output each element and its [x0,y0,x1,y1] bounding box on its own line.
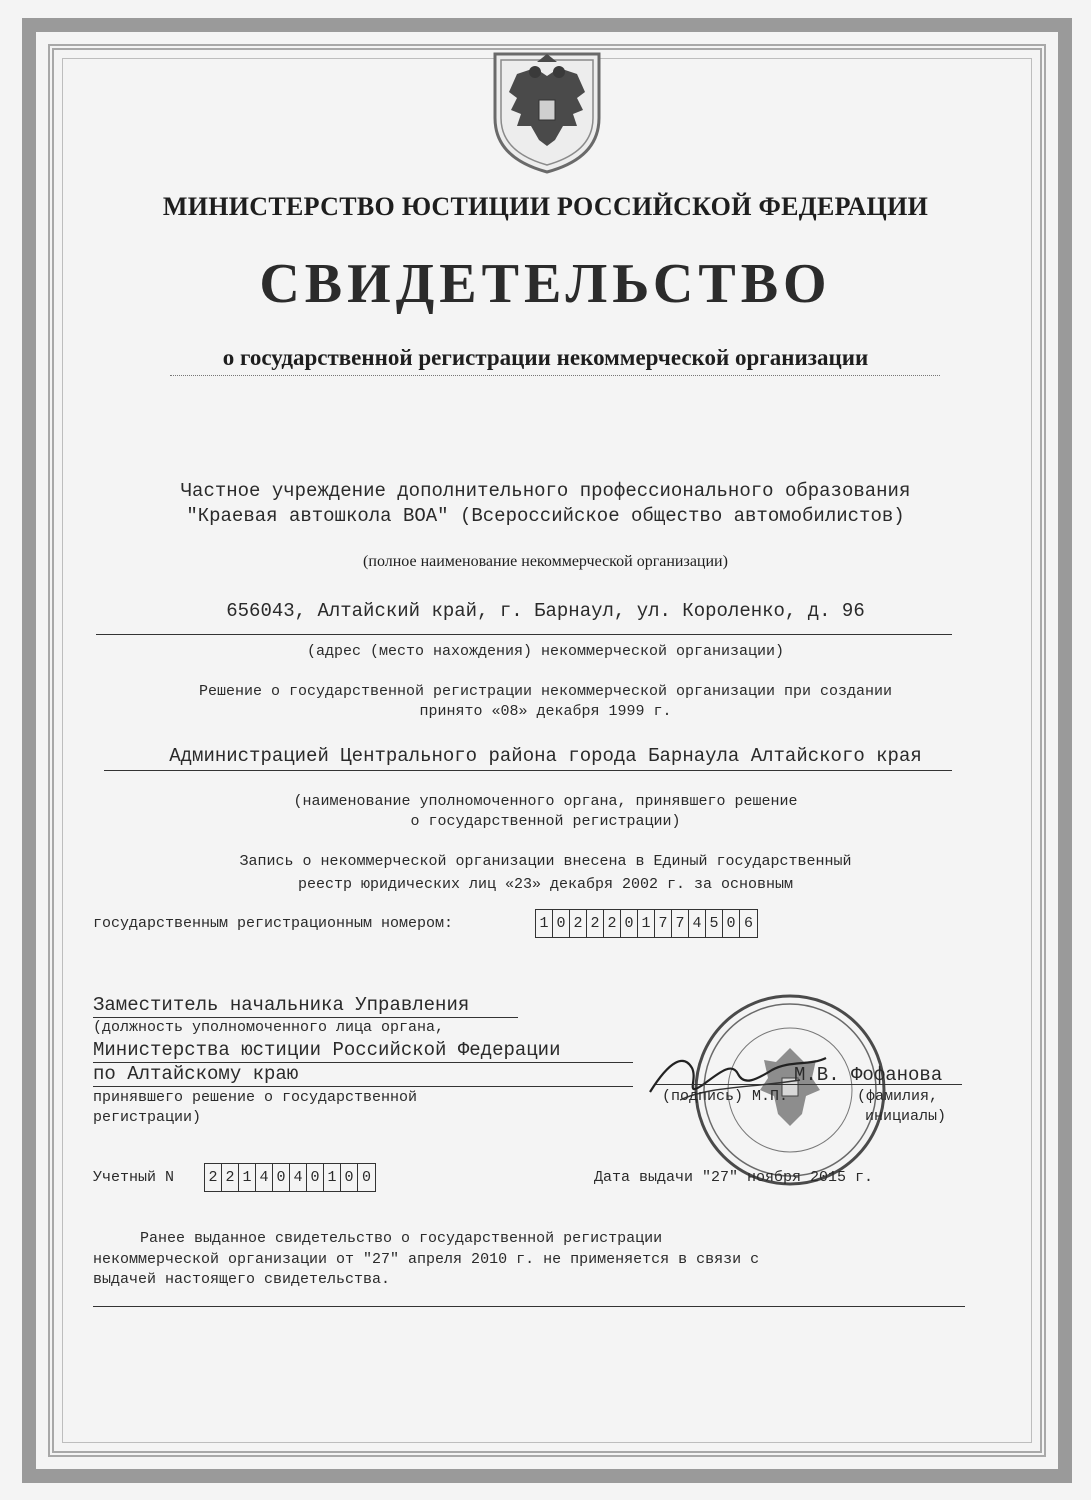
registry-line1: Запись о некоммерческой организации внесена в Единый государственный [239,853,852,870]
ogrn-digit: 1 [536,910,553,937]
position-underline-1 [93,1017,518,1018]
name-caption2: инициалы) [865,1108,947,1125]
ogrn-digit: 7 [655,910,672,937]
ogrn-digit: 2 [570,910,587,937]
account-digit: 2 [222,1164,239,1191]
authority-name: Администрацией Центрального района города Барнаула Алтайского края [169,745,922,767]
signature-caption: (подпись) М.П. [662,1088,789,1105]
ogrn-digit: 5 [706,910,723,937]
name-caption1: (фамилия, [857,1088,939,1105]
decision-line1: Решение о государственной регистрации некоммерческой организации при создании [198,683,893,700]
account-digit: 0 [361,1169,371,1186]
ogrn-digit: 4 [689,910,706,937]
certificate-subtitle: о государственной регистрации некоммерческой организации [222,345,869,370]
coat-of-arms-icon [487,48,607,176]
ogrn-digit: 0 [553,910,570,937]
signatory-position-caption2: принявшего решение о государственной [93,1089,418,1106]
signatory-position-caption3: регистрации) [93,1109,202,1126]
decision-line2: принято «08» декабря 1999 г. [419,703,672,720]
ogrn-digit: 1 [638,910,655,937]
signatory-position-line1: Заместитель начальника Управления [93,994,470,1016]
authority-underline [104,770,952,771]
account-digit: 0 [273,1164,290,1191]
previous-line3: выдачей настоящего свидетельства. [93,1271,391,1288]
account-digit: 1 [239,1164,256,1191]
account-label: Учетный N [93,1169,175,1186]
previous-line2: некоммерческой организации от "27" апреля 2010 г. не применяется в связи с [93,1251,760,1268]
ogrn-digit: 2 [587,910,604,937]
signatory-position-line3: по Алтайскому краю [93,1063,299,1085]
signatory-name: М.В. Фофанова [794,1064,943,1086]
account-digit: 0 [307,1164,324,1191]
ogrn-label: государственным регистрационным номером: [93,915,454,932]
account-digit: 1 [324,1164,341,1191]
org-name-line1: Частное учреждение дополнительного профессионального образования [180,480,911,502]
authority-caption-line2: о государственной регистрации) [410,813,681,830]
ogrn-digit: 6 [743,915,753,932]
authority-caption-line1: (наименование уполномоченного органа, принявшего решение [293,793,798,810]
account-digit: 4 [290,1164,307,1191]
subtitle-underline [170,375,940,376]
certificate-title: СВИДЕТЕЛЬСТВО [259,253,832,315]
ogrn-digit: 7 [672,910,689,937]
ministry-title: МИНИСТЕРСТВО ЮСТИЦИИ РОССИЙСКОЙ ФЕДЕРАЦИИ [162,192,929,221]
signatory-position-caption1: (должность уполномоченного лица органа, [93,1019,445,1036]
position-underline-3 [93,1086,633,1087]
signatory-position-line2: Министерства юстиции Российской Федерации [93,1039,561,1061]
address-caption: (адрес (место нахождения) некоммерческой организации) [306,643,785,660]
org-address: 656043, Алтайский край, г. Барнаул, ул. Короленко, д. 96 [226,600,865,622]
account-digit: 4 [256,1164,273,1191]
org-name-caption: (полное наименование некоммерческой организации) [363,553,728,570]
bottom-rule [93,1306,965,1307]
issue-date: Дата выдачи "27" ноября 2015 г. [594,1169,874,1186]
org-name-line2: "Краевая автошкола ВОА" (Всероссийское общество автомобилистов) [186,505,905,527]
account-number [204,1163,376,1192]
account-digit: 0 [341,1164,358,1191]
address-underline [96,634,952,635]
previous-line1: Ранее выданное свидетельство о государственной регистрации [140,1230,663,1247]
ogrn-digit: 0 [621,910,638,937]
ogrn-digit: 0 [723,910,740,937]
ogrn-number [535,909,758,938]
account-digit: 2 [205,1164,222,1191]
registry-line2: реестр юридических лиц «23» декабря 2002 г. за основным [297,876,794,893]
ogrn-digit: 2 [604,910,621,937]
